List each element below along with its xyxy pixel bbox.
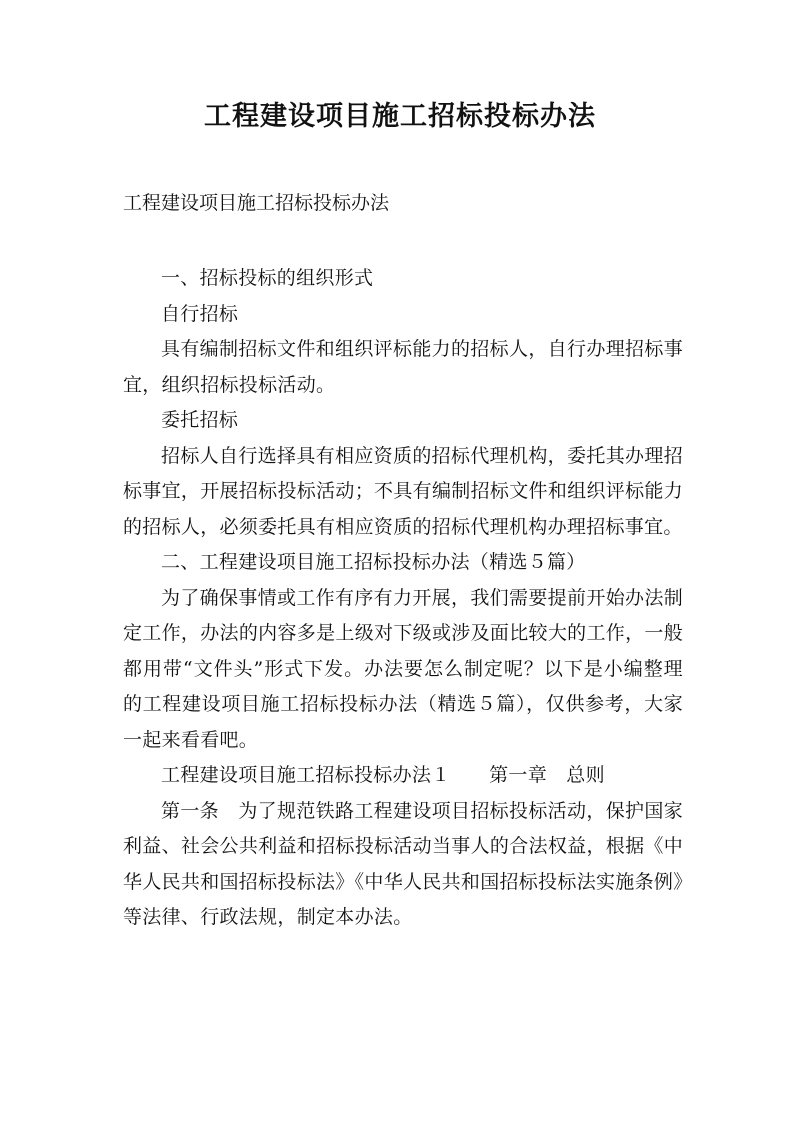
document-title: 工程建设项目施工招标投标办法 — [204, 101, 596, 132]
paragraph-article-1: 第一条 为了规范铁路工程建设项目招标投标活动，保护国家利益、社会公共利益和招标投标活动当事人的合法权益，根据《中华人民共和国招标投标法》《中华人民共和国招标投标法实施条例》等法律、行政法规，制定本办法。 — [123, 799, 684, 928]
document-body — [123, 261, 683, 936]
section-heading-methods: 二、工程建设项目施工招标投标办法（精选５篇） — [161, 551, 586, 573]
paragraph-self-bidding: 具有编制招标文件和组织评标能力的招标人，自行办理招标事宜，组织招标投标活动。 — [123, 338, 683, 396]
chapter-heading: 工程建设项目施工招标投标办法１ 第一章 总则 — [161, 764, 605, 786]
paragraph-entrusted-bidding: 招标人自行选择具有相应资质的招标代理机构，委托其办理招标事宜，开展招标投标活动；不具有编制招标文件和组织评标能力的招标人，必须委托具有相应资质的招标代理机构办理招标事宜。 — [123, 444, 683, 538]
subheading-self-bidding: 自行招标 — [161, 302, 239, 325]
document-subtitle: 工程建设项目施工招标投标办法 — [123, 192, 390, 214]
subheading-entrusted-bidding: 委托招标 — [161, 409, 239, 431]
paragraph-intro: 为了确保事情或工作有序有力开展，我们需要提前开始办法制定工作，办法的内容多是上级对下级或涉及面比较大的工作，一般都用带“文件头”形式下发。办法要怎么制定呢？以下是小编整理的工程建设项目施工招标投标办法（精选５篇），仅供参考，大家一起来看看吧。 — [123, 586, 683, 751]
section-heading-organization: 一、招标投标的组织形式 — [161, 267, 374, 289]
